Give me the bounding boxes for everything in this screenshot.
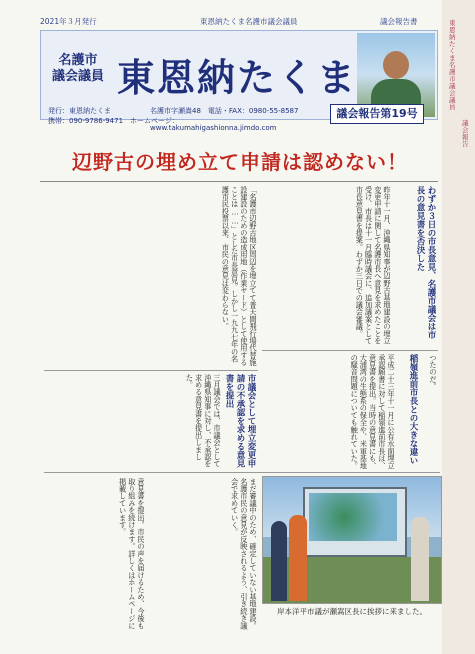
top-strip bbox=[40, 16, 438, 30]
article-heading-3: 市議会として埋立変更申請の不承認を求める意見書を提出 bbox=[224, 374, 256, 468]
mobile-phone: 携帯：090-9786-9471 ホームページ： bbox=[48, 117, 179, 125]
masthead-subtitle-line1: 名護市 bbox=[58, 53, 98, 68]
photo-map bbox=[309, 493, 397, 541]
side-tab bbox=[442, 0, 475, 654]
issue-number-badge: 議会報告第19号 bbox=[330, 104, 424, 124]
article-body-3b: 三月議会では、市議会として沖縄県知事に対し、不承認を求める意見書を提出しました。 bbox=[185, 374, 222, 468]
photo-person-2 bbox=[289, 515, 307, 601]
side-tab-label-2: 議会報告 bbox=[462, 119, 469, 148]
homepage-url: www.takumahigashionna.jimdo.com bbox=[150, 124, 277, 132]
article-heading-2: 稲嶺進前市長との大きな違い bbox=[408, 354, 418, 465]
masthead-title: 東恩納たくま bbox=[117, 55, 358, 100]
address: 名護市字瀬嵩48 電話・FAX：0980-55-8587 bbox=[150, 107, 299, 115]
photo-person-1 bbox=[271, 521, 287, 601]
photo-person-3 bbox=[411, 517, 429, 601]
event-photo bbox=[262, 476, 442, 604]
divider-2 bbox=[44, 370, 258, 371]
article-body-1: 昨年十一月、沖縄県知事が辺野古基地建設の埋立変更申請に関して名護市長へ意見を求めたことを受け、市長は十一月臨時議会に、追加議案として市長意見書を提案。わずか三日での議会審議。 bbox=[355, 186, 392, 345]
issue-date: 2021年３月発行 bbox=[40, 17, 97, 26]
report-type: 議会報告書 bbox=[380, 17, 418, 26]
publisher: 発行：東恩納たくま bbox=[48, 107, 111, 115]
main-headline: 辺野古の埋め立て申請は認めない！ bbox=[72, 150, 408, 174]
photo-caption: 岸本洋平市議が瀬嵩区長に挨拶に来ました。 bbox=[277, 607, 427, 616]
divider-1 bbox=[262, 350, 438, 351]
divider-3 bbox=[44, 472, 440, 473]
article-heading-1: わずか３日の市長意見、名護市議会は市長の意見書を否決した bbox=[415, 186, 436, 339]
masthead-subtitle bbox=[49, 53, 107, 85]
article-body-4: まだ審議中のため、確定していない基地建設。名護市民の意見が反映されるよう、引き続き議会で求めていく。 bbox=[230, 478, 258, 630]
portrait-head bbox=[383, 51, 409, 79]
masthead-subtitle-line2: 議会議員 bbox=[51, 69, 104, 84]
article-body-2a: つたのだ。 bbox=[429, 354, 438, 390]
headline-rule bbox=[40, 181, 438, 182]
side-tab-label: 東恩納たくま名護市議会議員 bbox=[449, 19, 456, 111]
org-name: 東恩納たくま名護市議会議員 bbox=[200, 17, 298, 26]
article-body-2b: 平成二十三年十一月に公有水面埋立承認願書に対して稲嶺進前市長は、意見書を提出。当時の意見書にも、大浦湾の生態系の保全や、米軍基地の騒音問題についても触れていた。 bbox=[350, 354, 396, 470]
article-body-3: 「名護市辺野古地区周辺を埋立てて普天間飛行場代替施設建設のための造成用地（作業ヤード）として使用することは……」とした市長意見。しかし一九九七年の名護市民投票以来、市民の意見は変わらない。 bbox=[221, 186, 258, 366]
article-body-4b: 意見書を提出。市民の声を届けるため、今後も取り組みを続けます。詳しくはホームページに掲載しています。 bbox=[118, 478, 146, 630]
